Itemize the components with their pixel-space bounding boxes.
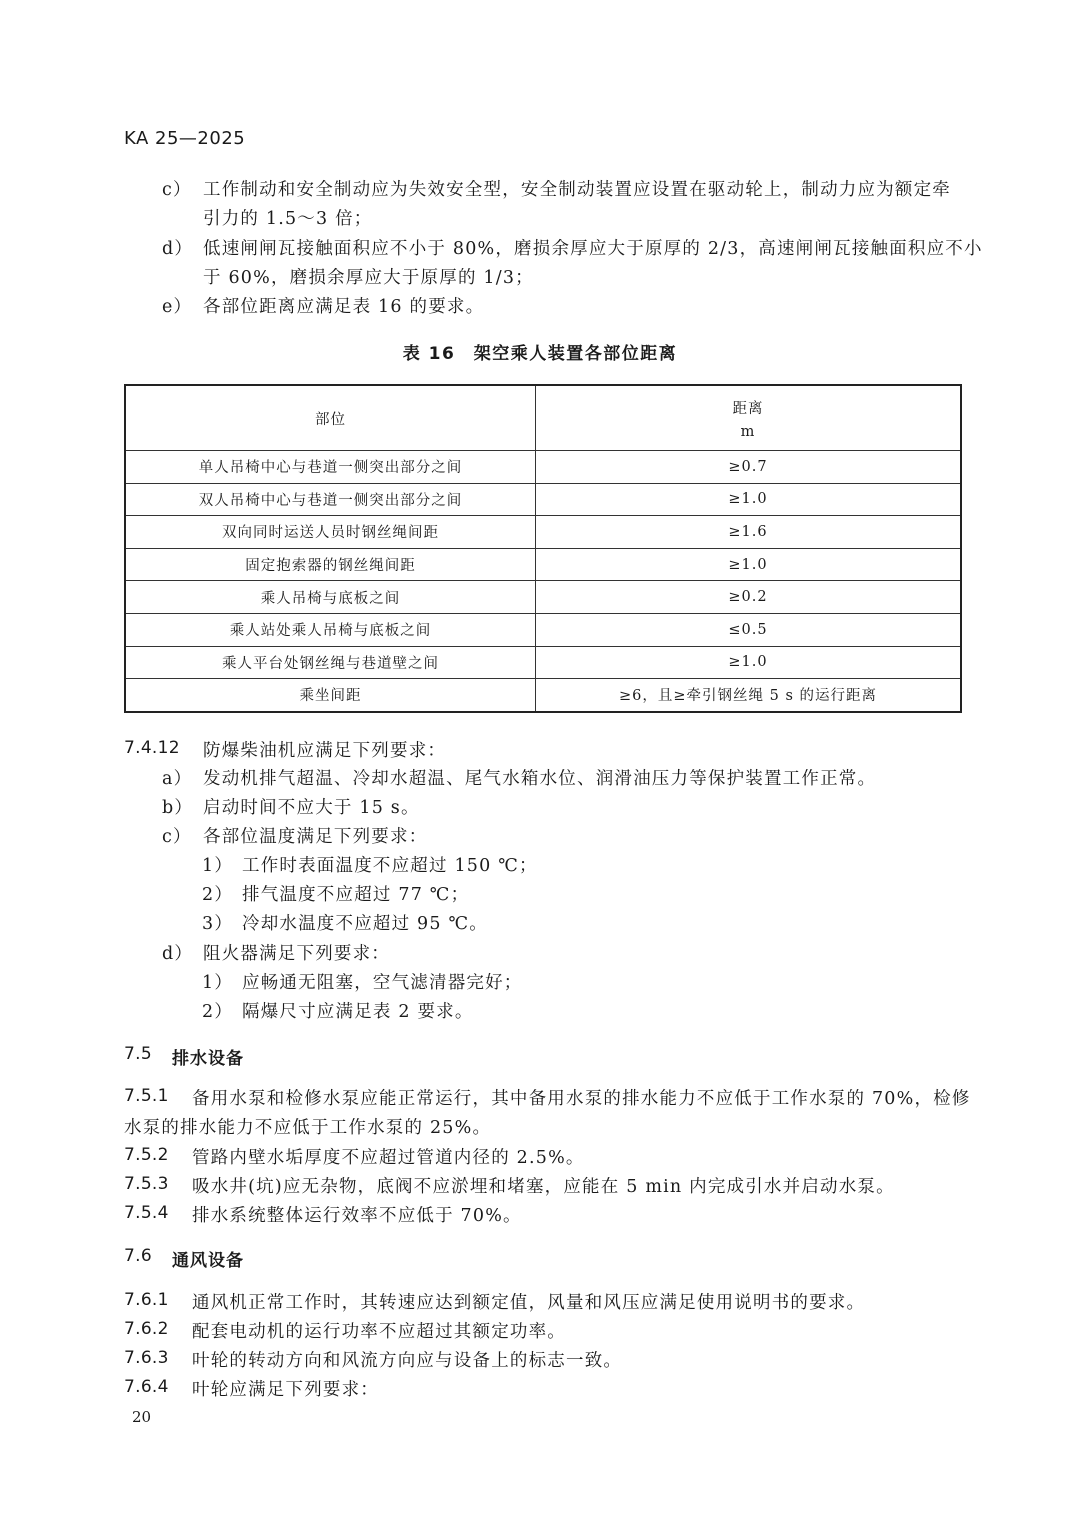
- clause-7-6-1-text: 通风机正常工作时，其转速应达到额定值，风量和风压应满足使用说明书的要求。: [192, 1293, 866, 1313]
- section-number-7-5: 7.5: [124, 1044, 152, 1064]
- position-cell: 乘人吊椅与底板之间: [125, 581, 536, 614]
- section-title-ventilation: 通风设备: [172, 1251, 244, 1271]
- distance-cell: ≥1.0: [536, 483, 962, 516]
- braking-c-line2: 引力的 1.5～3 倍；: [203, 209, 373, 229]
- list-label-a: a）: [162, 769, 193, 789]
- braking-c-line1: 工作制动和安全制动应为失效安全型，安全制动装置应设置在驱动轮上，制动力应为额定牵: [203, 180, 951, 200]
- table-row: [125, 581, 961, 614]
- braking-d-line2: 于 60%，磨损余厚应大于原厚的 1/3；: [203, 268, 534, 288]
- clause-7-5-1-line1: 备用水泵和检修水泵应能正常运行，其中备用水泵的排水能力不应低于工作水泵的 70%，检修: [192, 1089, 971, 1109]
- distance-unit: m: [740, 423, 756, 440]
- table-row: [125, 483, 961, 516]
- table-header-row: [125, 385, 961, 451]
- distance-cell: ≥1.6: [536, 516, 962, 549]
- position-cell: 乘坐间距: [125, 679, 536, 712]
- list-label-c: c）: [162, 827, 192, 847]
- clause-number-7-5-1: 7.5.1: [124, 1086, 169, 1106]
- clause-7-5-4-text: 排水系统整体运行效率不应低于 70%。: [192, 1206, 522, 1226]
- clause-7-5-3-text: 吸水井(坑)应无杂物，底阀不应淤埋和堵塞，应能在 5 min 内完成引水并启动水泵。: [192, 1177, 895, 1197]
- distance-cell: ≥0.7: [536, 451, 962, 484]
- distance-cell: ≥0.2: [536, 581, 962, 614]
- clause-number-7-4-12: 7.4.12: [124, 738, 180, 758]
- clause-number-7-6-4: 7.6.4: [124, 1377, 169, 1397]
- braking-d-line1: 低速闸闸瓦接触面积应不小于 80%，磨损余厚应大于原厚的 2/3，高速闸闸瓦接触面积应不小: [203, 239, 983, 259]
- distance-cell: ≥1.0: [536, 646, 962, 679]
- sub-label-2: 2）: [202, 1002, 234, 1022]
- braking-e-line1: 各部位距离应满足表 16 的要求。: [203, 297, 485, 317]
- clause-number-7-6-2: 7.6.2: [124, 1319, 169, 1339]
- section-title-drainage: 排水设备: [172, 1049, 244, 1069]
- distance-cell: ≥1.0: [536, 548, 962, 581]
- table-caption: 表 16 架空乘人装置各部位距离: [402, 344, 678, 364]
- distance-table: [124, 384, 962, 713]
- sub-label-2: 2）: [202, 885, 234, 905]
- column-header-distance: [536, 385, 962, 451]
- clause-number-7-5-2: 7.5.2: [124, 1145, 169, 1165]
- arrester-sub-2: 隔爆尺寸应满足表 2 要求。: [242, 1002, 474, 1022]
- temp-sub-2: 排气温度不应超过 77 ℃；: [242, 885, 470, 905]
- temp-sub-1: 工作时表面温度不应超过 150 ℃；: [242, 856, 538, 876]
- table-row: [125, 451, 961, 484]
- sub-label-1: 1）: [202, 856, 234, 876]
- distance-cell: ≤0.5: [536, 613, 962, 646]
- list-label-b: b）: [162, 798, 194, 818]
- diesel-item-c: 各部位温度满足下列要求：: [203, 827, 428, 847]
- clause-7-6-4-text: 叶轮应满足下列要求：: [192, 1380, 379, 1400]
- list-label-e: e）: [162, 297, 193, 317]
- clause-number-7-5-3: 7.5.3: [124, 1174, 169, 1194]
- table-row: [125, 548, 961, 581]
- temp-sub-3: 冷却水温度不应超过 95 ℃。: [242, 914, 488, 934]
- arrester-sub-1: 应畅通无阻塞，空气滤清器完好；: [242, 973, 523, 993]
- sub-label-1: 1）: [202, 973, 234, 993]
- distance-header-label: 距离: [732, 400, 764, 417]
- position-cell: 双向同时运送人员时钢丝绳间距: [125, 516, 536, 549]
- column-header-position: 部位: [125, 385, 536, 451]
- table-row: [125, 679, 961, 712]
- clause-7-6-3-text: 叶轮的转动方向和风流方向应与设备上的标志一致。: [192, 1351, 623, 1371]
- clause-number-7-6-1: 7.6.1: [124, 1290, 169, 1310]
- diesel-item-b: 启动时间不应大于 15 s。: [203, 798, 420, 818]
- sub-label-3: 3）: [202, 914, 234, 934]
- section-number-7-6: 7.6: [124, 1246, 152, 1266]
- clause-number-7-5-4: 7.5.4: [124, 1203, 169, 1223]
- diesel-item-a: 发动机排气超温、冷却水超温、尾气水箱水位、润滑油压力等保护装置工作正常。: [203, 769, 877, 789]
- standard-code: KA 25—2025: [124, 128, 246, 149]
- position-cell: 乘人平台处钢丝绳与巷道壁之间: [125, 646, 536, 679]
- table-row: [125, 516, 961, 549]
- list-label-d: d）: [162, 944, 194, 964]
- clause-number-7-6-3: 7.6.3: [124, 1348, 169, 1368]
- clause-7-5-1-line2: 水泵的排水能力不应低于工作水泵的 25%。: [124, 1118, 492, 1138]
- page-number: 20: [132, 1408, 152, 1426]
- clause-7-5-2-text: 管路内壁水垢厚度不应超过管道内径的 2.5%。: [192, 1148, 585, 1168]
- position-cell: 乘人站处乘人吊椅与底板之间: [125, 613, 536, 646]
- position-cell: 双人吊椅中心与巷道一侧突出部分之间: [125, 483, 536, 516]
- clause-7-6-2-text: 配套电动机的运行功率不应超过其额定功率。: [192, 1322, 566, 1342]
- table-row: [125, 646, 961, 679]
- clause-7-4-12-text: 防爆柴油机应满足下列要求：: [203, 741, 447, 761]
- position-cell: 固定抱索器的钢丝绳间距: [125, 548, 536, 581]
- list-label-d: d）: [162, 239, 194, 259]
- diesel-item-d: 阻火器满足下列要求：: [203, 944, 390, 964]
- list-label-c: c）: [162, 180, 192, 200]
- position-cell: 单人吊椅中心与巷道一侧突出部分之间: [125, 451, 536, 484]
- table-row: [125, 613, 961, 646]
- distance-cell: ≥6，且≥牵引钢丝绳 5 s 的运行距离: [536, 679, 962, 712]
